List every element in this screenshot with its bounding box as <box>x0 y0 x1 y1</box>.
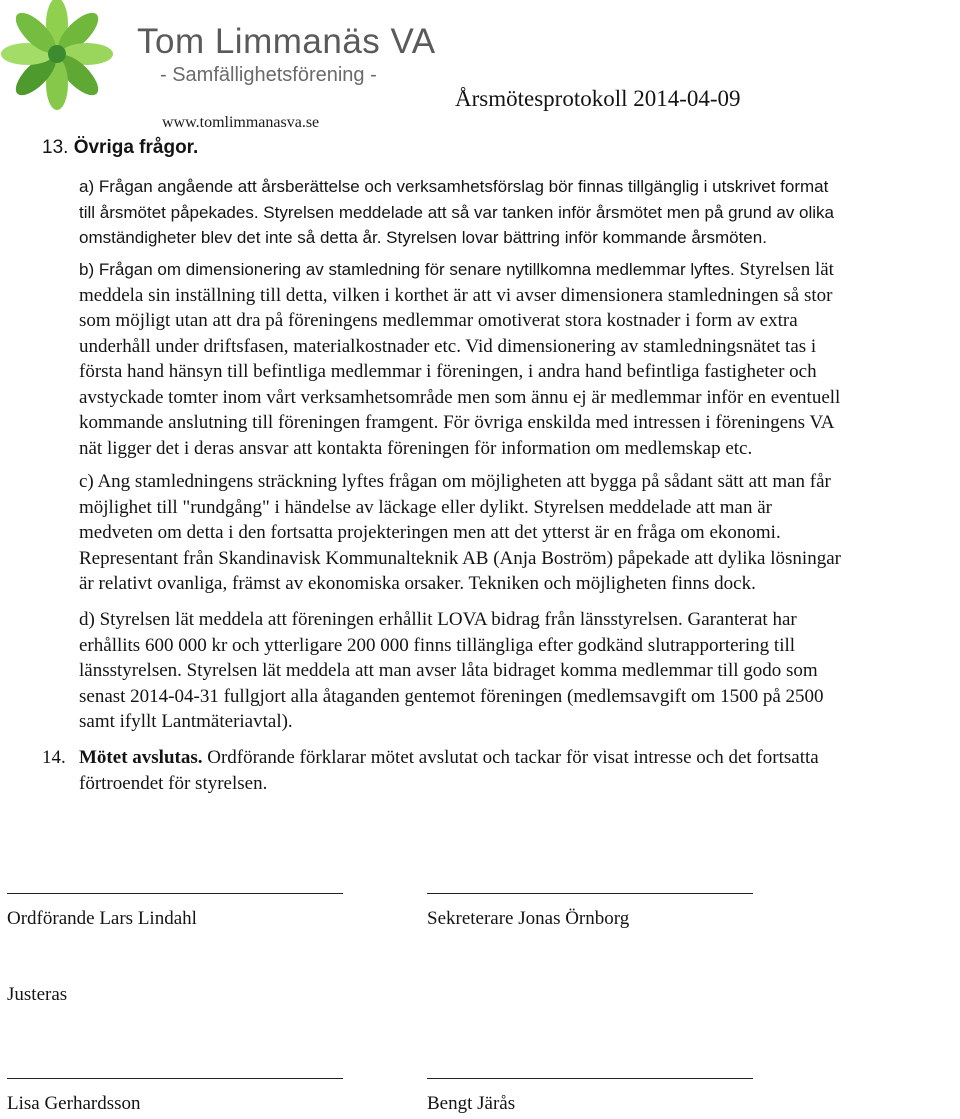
text-line: är relativt ovanliga, främst av ekonomiska orsaker. Tekniken och möjligheten finns dock. <box>79 573 756 594</box>
text-line <box>79 257 949 283</box>
signature-line-adjuster-1 <box>7 1078 343 1079</box>
adjusters-heading: Justeras <box>7 984 68 1005</box>
text-line: förtroendet för styrelsen. <box>79 772 268 794</box>
signature-name-secretary: Sekreterare Jonas Örnborg <box>427 908 630 929</box>
section-14-number: 14. <box>42 747 66 768</box>
text-line: meddela sin inställning till detta, vilken i korthet är att vi avser dimensionera stamledningen så stor <box>79 284 833 306</box>
document-title: Årsmötesprotokoll 2014-04-09 <box>455 86 741 111</box>
text-line: till årsmötet påpekades. Styrelsen meddelade att så var tanken inför årsmötet men på grund av olika <box>79 202 835 222</box>
section-14-title: Mötet avslutas. <box>79 747 203 768</box>
section-13-heading <box>42 137 198 159</box>
text-fragment: Ordförande förklarar mötet avslutat och tackar för visat intresse och det fortsatta <box>202 747 819 768</box>
paragraph-d <box>79 607 949 735</box>
paragraph-a <box>79 174 949 251</box>
signature-name-chair: Ordförande Lars Lindahl <box>7 908 197 929</box>
text-line: senast 2014-04-31 fullgjort alla åtaganden gentemot föreningen (medlemsavgift om 1500 på 2500 <box>79 685 824 707</box>
text-line: d) Styrelsen lät meddela att föreningen erhållit LOVA bidrag från länsstyrelsen. Garanterat har <box>79 609 797 630</box>
leaf-logo-icon <box>0 0 115 112</box>
paragraph-c <box>79 469 949 597</box>
logo-subtitle: - Samfällighetsförening - <box>160 64 377 86</box>
section-13-number: 13. <box>42 137 69 158</box>
text-line: a) Frågan angående att årsberättelse och verksamhetsförslag bör finnas tillgänglig i utskrivet format <box>79 177 829 196</box>
text-line: c) Ang stamledningens sträckning lyftes frågan om möjligheten att bygga på sådant sätt att man får <box>79 471 831 492</box>
text-fragment: b) Frågan om dimensionering av stamledning för senare nytillkomna medlemmar lyftes. <box>79 260 735 279</box>
text-line <box>79 745 949 771</box>
text-line: länsstyrelsen. Styrelsen lät meddela att man avser låta bidraget komma medlemmar till godo som <box>79 660 818 681</box>
text-line: erhållits 600 000 kr och ytterligare 200 000 finns tillängliga efter godkänd slutrapportering till <box>79 634 796 656</box>
text-line: medveten om detta i den fortsatta projekteringen men att det ytterst är en fråga om ekonomi. <box>79 522 781 543</box>
text-line: första hand hänsyn till befintliga medlemmar i föreningen, i andra hand befintliga fastigheter och <box>79 361 817 382</box>
text-line: kommande anslutning till föreningen framgent. För övriga enskilda med intressen i föreningens VA <box>79 412 835 433</box>
section-14-paragraph <box>79 745 949 796</box>
signature-line-secretary <box>427 893 753 894</box>
signature-name-adjuster-2: Bengt Järås <box>427 1093 516 1114</box>
logo-title: Tom Limmanäs VA <box>137 22 436 61</box>
website-address: www.tomlimmanasva.se <box>162 114 320 131</box>
text-line: omständigheter blev det inte så detta år. Styrelsen lovar bättring inför kommande årsmöten. <box>79 228 767 247</box>
text-line: möjlighet till "rundgång" i händelse av läckage eller dylikt. Styrelsen meddelade att man är <box>79 496 772 518</box>
signature-line-adjuster-2 <box>427 1078 753 1079</box>
section-13-title: Övriga frågor. <box>73 137 199 158</box>
signature-name-adjuster-1: Lisa Gerhardsson <box>7 1093 141 1114</box>
signature-line-chair <box>7 893 343 894</box>
text-line: avstyckade tomter inom vårt verksamhetsområde men som ännu ej är medlemmar inför en eventuell <box>79 386 841 408</box>
paragraph-b <box>79 257 949 461</box>
text-line: underhåll under driftsfasen, materialkostnader etc. Vid dimensionering av stamledningsnätet tas i <box>79 335 817 357</box>
text-line: som möjligt utan att dra på föreningens medlemmar omotiverat stora kostnader i form av extra <box>79 310 798 331</box>
text-line: samt ifyllt Lantmäteriavtal). <box>79 711 293 732</box>
text-line: nät ligger det i deras ansvar att kontakta föreningen för information om medlemskap etc. <box>79 437 753 459</box>
text-fragment: Styrelsen lät <box>734 259 834 280</box>
text-line: Representant från Skandinavisk Kommunalteknik AB (Anja Boström) påpekade att dylika lösningar <box>79 547 841 569</box>
